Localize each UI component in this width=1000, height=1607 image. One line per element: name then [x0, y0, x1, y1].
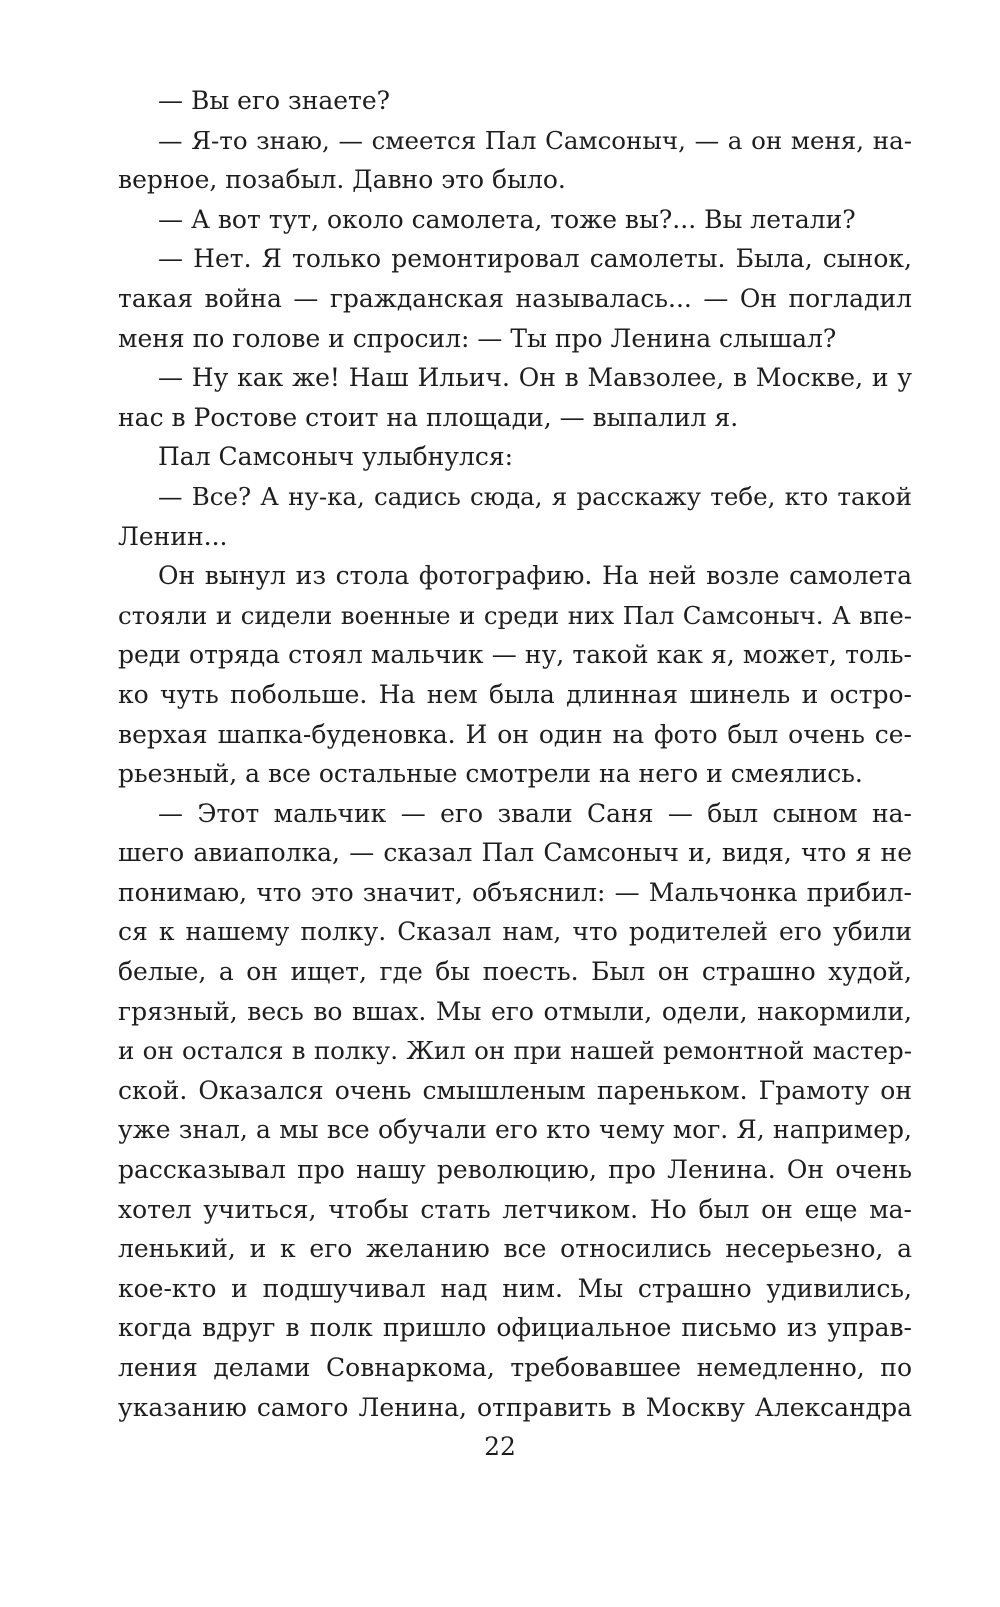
text-line: и он остался в полку. Жил он при нашей ремонтной мастер-	[118, 1036, 912, 1066]
text-line: — Этот мальчик — его звали Саня — был сыном на-	[158, 798, 912, 828]
text-line: шего авиаполка, — сказал Пал Самсоныч и, видя, что я не	[118, 838, 912, 868]
text-line: Ленин...	[118, 521, 228, 551]
text-line: такая война — гражданская называлась... — Он погладил	[118, 283, 912, 313]
text-line: верное, позабыл. Давно это было.	[118, 165, 566, 195]
text-line: — Ну как же! Наш Ильич. Он в Мавзолее, в Москве, и у	[158, 363, 912, 393]
text-line: реди отряда стоял мальчик — ну, такой как я, может, толь-	[118, 640, 912, 670]
text-line: — Все? А ну-ка, садись сюда, я расскажу тебе, кто такой	[158, 481, 912, 511]
text-line: белые, а он ищет, где бы поесть. Был он страшно худой,	[118, 957, 912, 987]
text-line: понимаю, что это значит, объяснил: — Мальчонка прибил-	[118, 877, 912, 907]
text-line: стояли и сидели военные и среди них Пал Самсоныч. А впе-	[118, 600, 912, 630]
text-line: — Нет. Я только ремонтировал самолеты. Была, сынок,	[158, 244, 912, 274]
text-line: ся к нашему полку. Сказал нам, что родителей его убили	[118, 917, 912, 947]
text-line: ской. Оказался очень смышленым пареньком. Грамоту он	[118, 1075, 912, 1105]
text-line: рассказывал про нашу революцию, про Ленина. Он очень	[118, 1155, 912, 1185]
text-line: — Я-то знаю, — смеется Пал Самсоныч, — а он меня, на-	[158, 125, 912, 155]
text-line: рьезный, а все остальные смотрели на него и смеялись.	[118, 759, 863, 789]
page-text	[118, 81, 912, 1427]
text-line: — Вы его знаете?	[158, 86, 391, 115]
text-line: грязный, весь во вшах. Мы его отмыли, одели, накормили,	[118, 996, 912, 1026]
text-line: кое-кто и подшучивал над ним. Мы страшно удивились,	[118, 1273, 912, 1303]
text-line: хотел учиться, чтобы стать летчиком. Но был он еще ма-	[118, 1194, 912, 1224]
text-line: Он вынул из стола фотографию. На ней возле самолета	[158, 561, 912, 591]
text-line: верхая шапка-буденовка. И он один на фото был очень се-	[118, 719, 912, 749]
text-line: меня по голове и спросил: — Ты про Ленина слышал?	[118, 323, 837, 353]
text-line: нас в Ростове стоит на площади, — выпалил я.	[118, 402, 739, 432]
text-line: ко чуть побольше. На нем была длинная шинель и остро-	[118, 679, 912, 709]
text-line: когда вдруг в полк пришло официальное письмо из управ-	[118, 1313, 912, 1343]
text-line: — А вот тут, около самолета, тоже вы?... Вы летали?	[158, 204, 856, 234]
text-line: ленький, и к его желанию все относились несерьезно, а	[118, 1234, 912, 1264]
text-line: Пал Самсоныч улыбнулся:	[158, 442, 514, 472]
text-line: указанию самого Ленина, отправить в Москву Александра	[118, 1392, 912, 1422]
page-number: 22	[484, 1432, 516, 1461]
text-line: ления делами Совнаркома, требовавшее немедленно, по	[118, 1353, 912, 1382]
text-line: уже знал, а мы все обучали его кто чему мог. Я, например,	[118, 1115, 912, 1145]
